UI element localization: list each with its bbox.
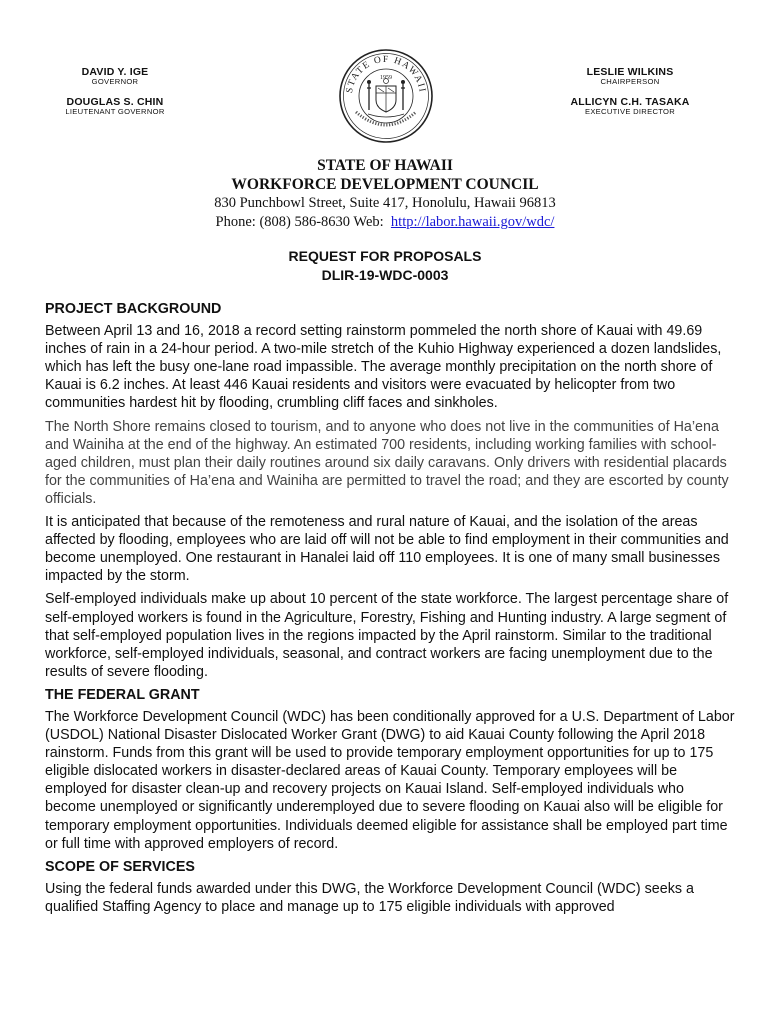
agency-phone-web: Phone: (808) 586-8630 Web: xyxy=(215,214,384,230)
chairperson-block xyxy=(560,66,700,87)
chairperson-title: CHAIRPERSON xyxy=(600,77,660,87)
background-paragraph-1: Between April 13 and 16, 2018 a record setting rainstorm pommeled the north shore of Kauai with 49.69 inches of rain in a 24-hour period. A two-mile stretch of the Kuhio Highway experienced a dozen landslides, which has left the busy one-lane road impassible. The average monthly precipitation on the north shore of Kauai is 6.2 inches. At least 446 Kauai residents and visitors were evacuated by helicopter from two communities hardest hit by flooding, crumbling cliff faces and sinkholes. xyxy=(45,323,722,412)
federal-grant-heading: THE FEDERAL GRANT xyxy=(45,686,200,703)
background-paragraph-4: Self-employed individuals make up about 10 percent of the state workforce. The largest percentage share of self-employed workers is found in the Agriculture, Forestry, Fishing and Hunting industry. A large segment of that self-employed population lives in the regions impacted by the April rainstorm. Similar to the traditional workforce, self-employed individuals, seasonal, and contract workers are facing unemployment due to the results of severe flooding. xyxy=(45,591,729,680)
agency-council: WORKFORCE DEVELOPMENT COUNCIL xyxy=(231,176,539,193)
background-paragraph-3: It is anticipated that because of the remoteness and rural nature of Kauai, and the isolation of the areas affected by flooding, employees who are laid off will not be able to find employment in their communities and become unemployed. One restaurant in Hanalei laid off 110 employees. It is one of many small businesses impacted by the storm. xyxy=(45,514,729,585)
lt-governor-block xyxy=(60,96,170,117)
agency-address: 830 Punchbowl Street, Suite 417, Honolulu, Hawaii 96813 xyxy=(214,195,556,211)
governor-name: DAVID Y. IGE xyxy=(81,66,149,78)
agency-header xyxy=(0,156,770,232)
lt-governor-title: LIEUTENANT GOVERNOR xyxy=(65,107,165,117)
state-seal-icon xyxy=(338,48,434,144)
rfp-title: REQUEST FOR PROPOSALS xyxy=(288,248,482,264)
rfp-number: DLIR-19-WDC-0003 xyxy=(321,267,449,283)
chairperson-name: LESLIE WILKINS xyxy=(586,66,674,78)
agency-contact-line xyxy=(0,213,770,232)
agency-state: STATE OF HAWAII xyxy=(317,157,453,174)
governor-block xyxy=(60,66,170,87)
rfp-title-block xyxy=(0,247,770,285)
director-title: EXECUTIVE DIRECTOR xyxy=(584,107,676,117)
federal-grant-paragraph: The Workforce Development Council (WDC) has been conditionally approved for a U.S. Department of Labor (USDOL) National Disaster Dislocated Worker Grant (DWG) to aid Kauai County following the April 2018 rainstorm. Funds from this grant will be used to provide temporary employment opportunities for up to 175 eligible dislocated workers in disaster-declared areas of Kauai County. Temporary employees will be employed for disaster clean-up and recovery projects on Kauai Island. Self-employed individuals who become unemployed or significantly underemployed due to severe flooding on Kauai also will be eligible for temporary employment opportunities. Individuals deemed eligible for assistance shall be employed part time or full time with approved employers of record. xyxy=(45,708,735,852)
seal-year: 1959 xyxy=(380,75,392,81)
agency-website-link[interactable]: http://labor.hawaii.gov/wdc/ xyxy=(390,214,555,230)
director-name: ALLICYN C.H. TASAKA xyxy=(570,96,690,108)
scope-paragraph: Using the federal funds awarded under this DWG, the Workforce Development Council (WDC) seeks a qualified Staffing Agency to place and manage up to 175 eligible individuals with approved xyxy=(45,880,694,915)
seal-text: STATE OF HAWAII xyxy=(345,54,427,94)
background-paragraph-2: The North Shore remains closed to tourism, and to anyone who does not live in the communities of Ha’ena and Wainiha at the end of the highway. An estimated 700 residents, including working families with school-aged children, must plan their daily routines around six daily caravans. Only drivers with residential placards for the communities of Ha’ena and Wainiha are permitted to travel the road; and they are escorted by county officials. xyxy=(45,418,729,507)
scope-of-services-heading: SCOPE OF SERVICES xyxy=(45,858,195,875)
director-block xyxy=(560,96,700,117)
project-background-heading: PROJECT BACKGROUND xyxy=(45,301,222,317)
governor-title: GOVERNOR xyxy=(91,77,139,87)
lt-governor-name: DOUGLAS S. CHIN xyxy=(66,96,164,108)
document-body xyxy=(45,300,735,921)
